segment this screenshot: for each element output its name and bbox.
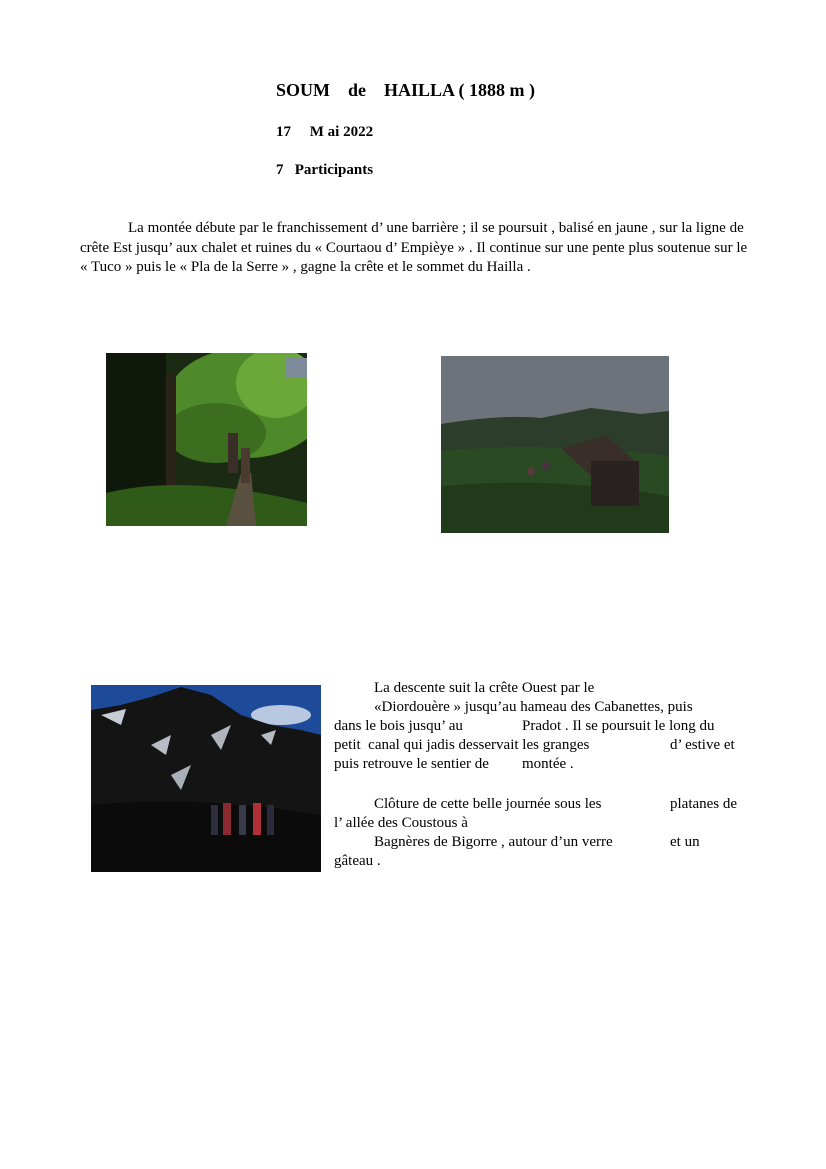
page-title: SOUM de HAILLA ( 1888 m ) (276, 80, 536, 100)
descent-line: «Diordouère » jusqu’au hameau des Cabanettes, puis (374, 699, 693, 715)
closing-line: gâteau . (334, 853, 381, 869)
participants-count: 7 Participants (276, 162, 374, 178)
closing-line: l’ allée des Coustous à (334, 815, 468, 831)
closing-line: Bagnères de Bigorre , autour d’un verre (374, 834, 613, 850)
descent-line: petit canal qui jadis desservait les granges (334, 737, 590, 753)
closing-line: Clôture de cette belle journée sous les (374, 796, 602, 812)
descent-line: La descente suit la crête Ouest par le (374, 680, 595, 696)
photo-summit-group (91, 685, 321, 872)
descent-line: dans le bois jusqu’ au (334, 718, 463, 734)
photo-chalet-mountains (441, 356, 669, 533)
descent-line: montée . (522, 756, 574, 772)
intro-text: La montée débute par le franchissement d’ une barrière ; il se poursuit , balisé en jaune , sur la ligne de crête Est jusqu’ aux chalet et ruines du « Courtaou d’ Empièye » . Il continue sur une pente plus soutenue sur le « Tuco » puis le « Pla de la Serre » , gagne la crête et le sommet du Hailla . (80, 220, 748, 275)
closing-line: platanes de (670, 796, 738, 812)
descent-line: Pradot . Il se poursuit le long du (522, 718, 715, 734)
closing-line: et un (670, 834, 700, 850)
photo-forest-trail (106, 353, 307, 526)
outing-date: 17 M ai 2022 (276, 124, 374, 140)
descent-line: puis retrouve le sentier de (334, 756, 489, 772)
descent-line: d’ estive et (670, 737, 735, 753)
intro-paragraph (80, 219, 752, 278)
